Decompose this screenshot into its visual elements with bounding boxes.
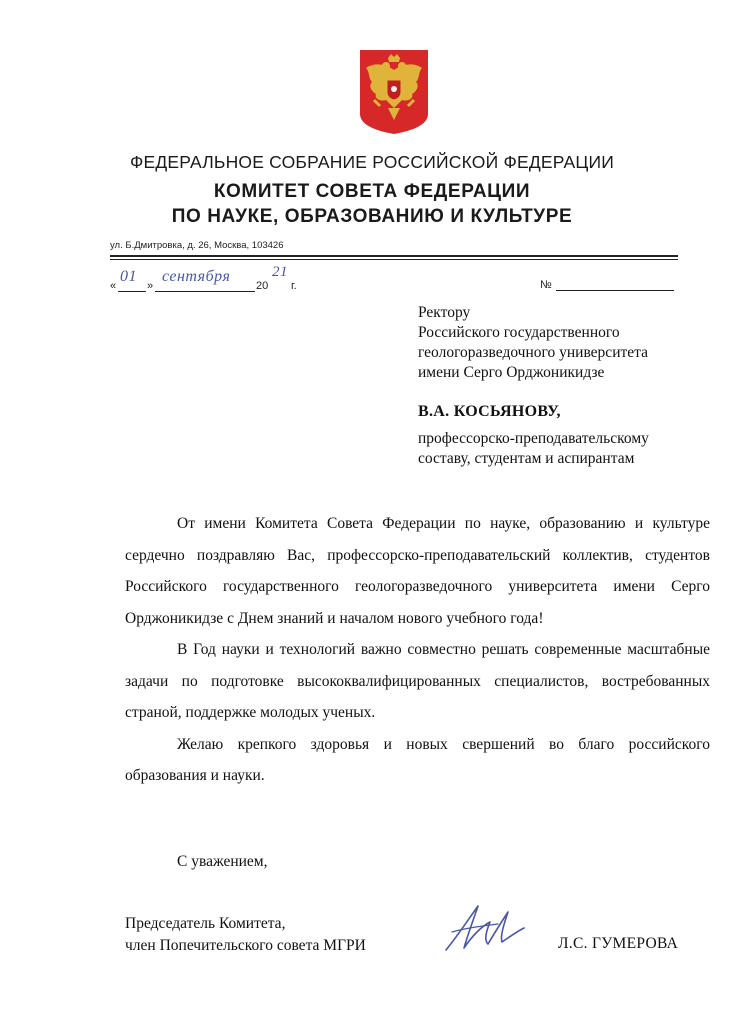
letter-body xyxy=(125,508,710,792)
date-close-quote: » xyxy=(147,280,154,292)
signer-title-line: Председатель Комитета, xyxy=(125,915,286,932)
handwritten-signature-icon xyxy=(438,898,528,958)
header-committee-scope: ПО НАУКЕ, ОБРАЗОВАНИЮ И КУЛЬТУРЕ xyxy=(171,206,573,227)
header-divider-thick xyxy=(110,255,678,257)
date-year-suffix: г. xyxy=(291,280,297,292)
handwritten-month: сентября xyxy=(162,268,231,285)
date-field xyxy=(110,264,300,294)
addressee-block-2 xyxy=(418,429,649,469)
header-address: ул. Б.Дмитровка, д. 26, Москва, 103426 xyxy=(110,240,284,251)
body-paragraph: Желаю крепкого здоровья и новых свершений во благо российского образования и науки. xyxy=(125,735,710,784)
closing-regards: С уважением, xyxy=(177,853,268,870)
date-open-quote: « xyxy=(110,280,117,292)
addressee-line: Российского государственного xyxy=(418,324,620,341)
signer-name: Л.С. ГУМЕРОВА xyxy=(558,935,679,952)
addressee-line: профессорско-преподавательскому xyxy=(418,430,649,447)
header-committee: КОМИТЕТ СОВЕТА ФЕДЕРАЦИИ xyxy=(213,181,531,202)
date-year-prefix: 20 xyxy=(256,280,269,292)
header-parliament: ФЕДЕРАЛЬНОЕ СОБРАНИЕ РОССИЙСКОЙ ФЕДЕРАЦИИ xyxy=(129,152,615,172)
body-paragraph: От имени Комитета Совета Федерации по науке, образованию и культуре сердечно поздравляю Вас, профессорско-преподавательский коллектив, студентов Российского государственного геологоразведочного университета имени Серго Орджоникидзе с Днем знаний и началом нового учебного года! xyxy=(125,515,710,627)
header-divider-thin xyxy=(110,259,678,260)
signer-title xyxy=(125,913,366,957)
number-label: № xyxy=(540,279,552,291)
addressee-line: геологоразведочного университета xyxy=(418,344,648,361)
date-day-underline xyxy=(118,291,146,292)
body-paragraph: В Год науки и технологий важно совместно решать современные масштабные задачи по подготовке высококвалифицированных специалистов, востребованных страной, поддержке молодых ученых. xyxy=(125,641,710,721)
number-underline xyxy=(556,290,674,291)
coat-of-arms-icon xyxy=(358,48,430,136)
addressee-name: В.А. КОСЬЯНОВУ, xyxy=(418,403,561,420)
handwritten-day: 01 xyxy=(120,268,137,285)
addressee-block xyxy=(418,303,648,383)
date-month-underline xyxy=(155,291,255,292)
signer-title-line: член Попечительского совета МГРИ xyxy=(125,937,366,954)
addressee-line: имени Серго Орджоникидзе xyxy=(418,364,605,381)
addressee-line: составу, студентам и аспирантам xyxy=(418,450,635,467)
handwritten-year: 21 xyxy=(272,264,288,280)
addressee-line: Ректору xyxy=(418,304,471,321)
